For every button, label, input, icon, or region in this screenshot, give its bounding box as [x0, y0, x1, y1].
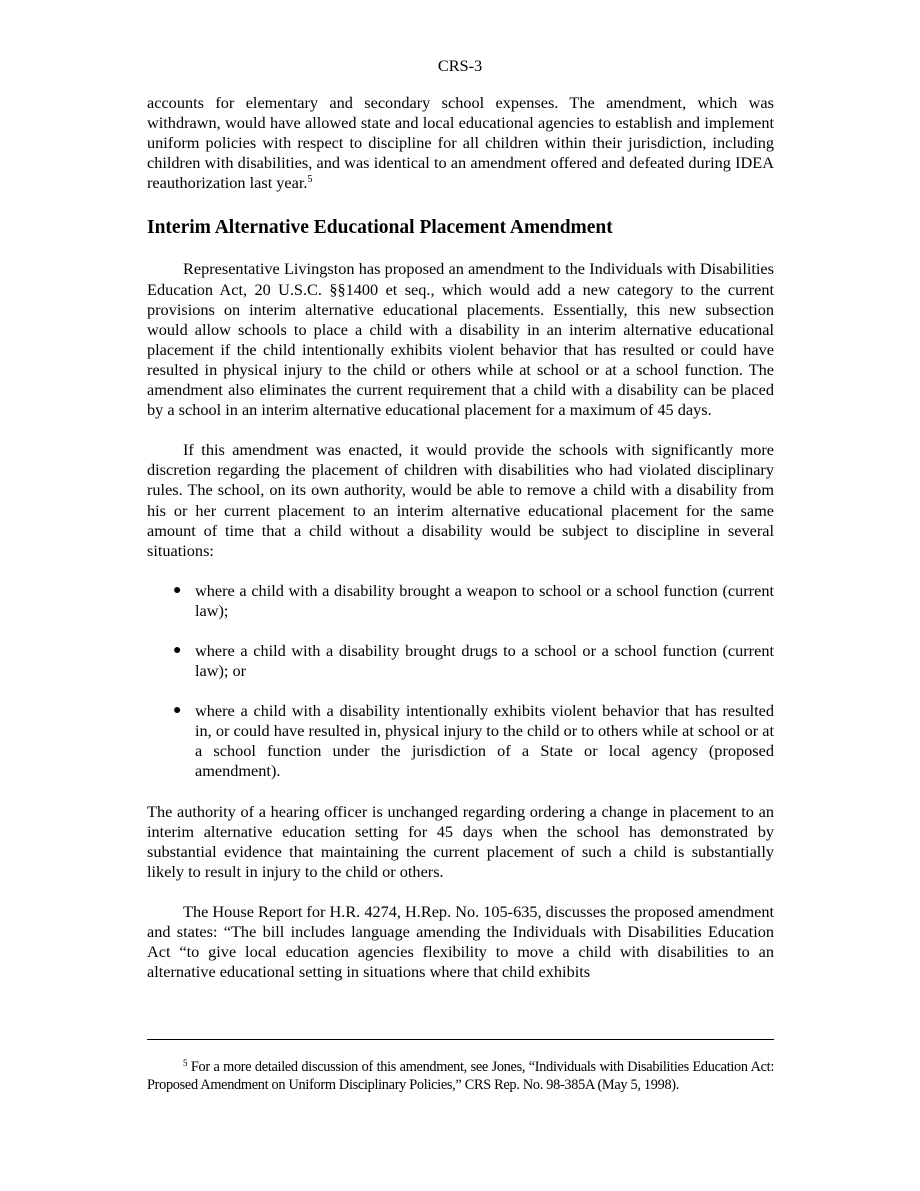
list-item-text: where a child with a disability brought a weapon to school or a school function (current law);	[195, 580, 774, 620]
footnote-number: 5	[183, 1058, 188, 1068]
list-item-text: where a child with a disability brought drugs to a school or a school function (current law); or	[195, 640, 774, 681]
paragraph-text: accounts for elementary and secondary school expenses. The amendment, which was withdrawn, would have allowed state and local educational agencies to establish and implement uniform policies with respect to discipline for all children within their jurisdiction, including children with disabilities, and was identical to an amendment offered and defeated during IDEA reauthorization last year.	[147, 93, 774, 193]
list-item	[147, 641, 774, 681]
page-header: CRS-3	[437, 56, 483, 75]
paragraph-hearing-officer: The authority of a hearing officer is unchanged regarding ordering a change in placement to an interim alternative education setting for 45 days when the school has demonstrated by substantial evidence that maintaining the current placement of such a child is substantially likely to result in injury to the child or others.	[147, 801, 774, 881]
footnote-divider	[147, 1039, 774, 1040]
section-heading: Interim Alternative Educational Placement Amendment	[147, 217, 613, 239]
bullet-list	[147, 581, 774, 782]
list-item	[147, 581, 774, 621]
body-text	[147, 93, 774, 982]
footnote-text: For a more detailed discussion of this amendment, see Jones, “Individuals with Disabilities Education Act: Proposed Amendment on Uniform Disciplinary Policies,” CRS Rep. No. 98-385A (May 5, 1998).	[147, 1059, 774, 1093]
paragraph-enactment: If this amendment was enacted, it would provide the schools with significantly more discretion regarding the placement of children with disabilities who had violated disciplinary rules. The school, on its own authority, would be able to remove a child with a disability from his or her current placement to an interim alternative educational placement for the same amount of time that a child without a disability would be subject to discipline in several situations:	[147, 440, 774, 560]
paragraph-livingston: Representative Livingston has proposed an amendment to the Individuals with Disabilities Education Act, 20 U.S.C. §§1400 et seq., which would add a new category to the current provisions on interim alternative educational placements. Essentially, this new subsection would allow schools to place a child with a disability in an interim alternative educational placement if the child intentionally exhibits violent behavior that has resulted or could have resulted in physical injury to the child or others while at school or at a school function. The amendment also eliminates the current requirement that a child with a disability can be placed by a school in an interim alternative educational placement for a maximum of 45 days.	[147, 259, 774, 420]
footnote	[147, 1059, 774, 1094]
list-item	[147, 701, 774, 781]
list-item-text: where a child with a disability intentionally exhibits violent behavior that has resulted in, or could have resulted in, physical injury to the child or to others while at school or at a school function under the jurisdiction of a State or local agency (proposed amendment).	[195, 701, 774, 781]
bullet-icon: ●	[173, 582, 182, 598]
paragraph-continuation	[147, 93, 774, 193]
paragraph-house-report: The House Report for H.R. 4274, H.Rep. No. 105-635, discusses the proposed amendment and states: “The bill includes language amending the Individuals with Disabilities Education Act “to give local education agencies flexibility to move a child with disabilities to an alternative educational setting in situations where that child exhibits	[147, 901, 775, 982]
bullet-icon: ●	[173, 642, 182, 658]
bullet-icon: ●	[173, 703, 182, 719]
footnote-reference[interactable]: 5	[307, 174, 313, 186]
